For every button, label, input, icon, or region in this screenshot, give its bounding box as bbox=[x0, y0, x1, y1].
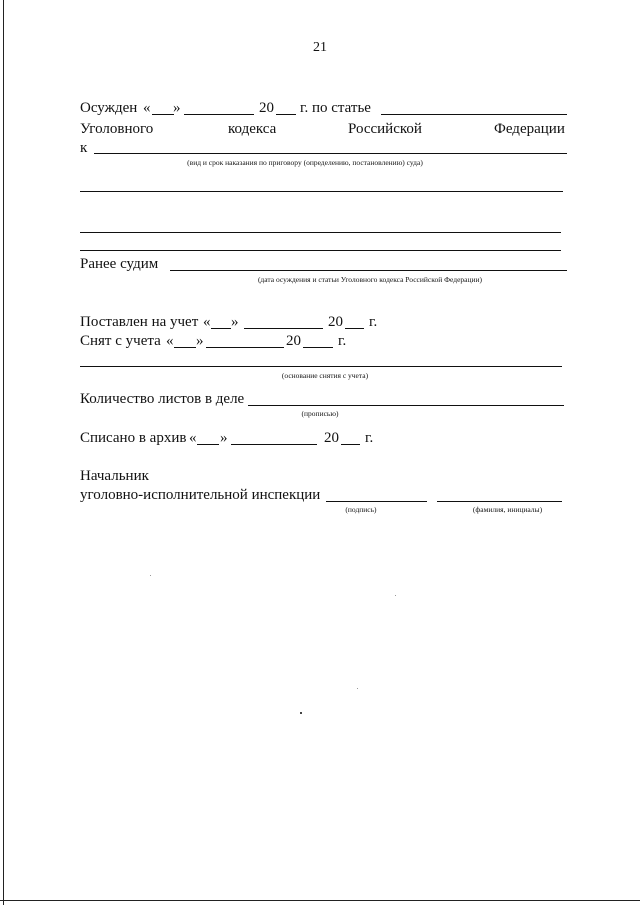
removed-month-field[interactable] bbox=[206, 347, 284, 348]
sentence-caption: (вид и срок наказания по приговору (определению, постановлению) суда) bbox=[187, 158, 423, 167]
archived-year-suffix: г. bbox=[365, 430, 374, 446]
registered-year-suffix: г. bbox=[369, 314, 378, 330]
archived-month-field[interactable] bbox=[231, 444, 317, 445]
convicted-month-field[interactable] bbox=[184, 114, 254, 115]
registered-day-field[interactable] bbox=[211, 328, 231, 329]
archived-quote-open: « bbox=[189, 430, 197, 446]
removed-quote-open: « bbox=[166, 333, 174, 349]
scan-speck bbox=[300, 712, 302, 714]
archived-quote-close: » bbox=[220, 430, 228, 446]
blank-line-3[interactable] bbox=[80, 250, 561, 251]
scan-speck bbox=[150, 575, 151, 576]
removed-basis-caption: (основание снятия с учета) bbox=[281, 371, 369, 380]
archived-year-field[interactable] bbox=[341, 444, 360, 445]
signature-caption: (подпись) bbox=[345, 505, 377, 514]
k-label: к bbox=[80, 140, 88, 156]
registered-quote-open: « bbox=[203, 314, 211, 330]
removed-basis-field[interactable] bbox=[80, 366, 562, 367]
page-number: 21 bbox=[313, 40, 327, 55]
archived-year-prefix: 20 bbox=[324, 430, 339, 446]
convicted-article-field[interactable] bbox=[381, 114, 567, 115]
archived-label: Списано в архив bbox=[80, 430, 187, 446]
chief-org: уголовно-исполнительной инспекции bbox=[80, 487, 321, 503]
removed-year-prefix: 20 bbox=[286, 333, 301, 349]
removed-year-suffix: г. bbox=[338, 333, 347, 349]
previously-caption: (дата осуждения и статьи Уголовного кодекса Российской Федерации) bbox=[257, 275, 483, 284]
convicted-year-prefix: 20 bbox=[259, 100, 274, 116]
code-word-4: Федерации bbox=[494, 121, 565, 137]
archived-day-field[interactable] bbox=[197, 444, 219, 445]
registered-quote-close: » bbox=[231, 314, 239, 330]
convicted-article-label: г. по статье bbox=[300, 100, 371, 116]
convicted-label: Осужден bbox=[80, 100, 138, 116]
previously-field[interactable] bbox=[170, 270, 567, 271]
convicted-day-field[interactable] bbox=[152, 114, 174, 115]
scan-speck bbox=[357, 688, 358, 689]
scan-border-left bbox=[3, 0, 4, 905]
code-word-1: Уголовного bbox=[80, 121, 154, 137]
convicted-year-field[interactable] bbox=[276, 114, 296, 115]
sheets-label: Количество листов в деле bbox=[80, 391, 245, 407]
sheets-caption: (прописью) bbox=[301, 409, 339, 418]
scan-speck bbox=[395, 595, 396, 596]
convicted-quote-open: « bbox=[143, 100, 151, 116]
blank-line-1[interactable] bbox=[80, 191, 563, 192]
removed-day-field[interactable] bbox=[174, 347, 196, 348]
removed-quote-close: » bbox=[196, 333, 204, 349]
scan-border-bottom bbox=[0, 900, 640, 901]
convicted-quote-close: » bbox=[173, 100, 181, 116]
removed-year-field[interactable] bbox=[303, 347, 333, 348]
registered-month-field[interactable] bbox=[244, 328, 323, 329]
blank-line-2[interactable] bbox=[80, 232, 561, 233]
registered-year-field[interactable] bbox=[345, 328, 364, 329]
previously-label: Ранее судим bbox=[80, 256, 159, 272]
code-word-2: кодекса bbox=[228, 121, 277, 137]
sheets-field[interactable] bbox=[248, 405, 564, 406]
name-initials-field[interactable] bbox=[437, 501, 562, 502]
chief-title: Начальник bbox=[80, 468, 149, 484]
sentence-field[interactable] bbox=[94, 153, 567, 154]
code-word-3: Российской bbox=[348, 121, 422, 137]
removed-label: Снят с учета bbox=[80, 333, 161, 349]
registered-label: Поставлен на учет bbox=[80, 314, 199, 330]
name-initials-caption: (фамилия, инициалы) bbox=[472, 505, 543, 514]
registered-year-prefix: 20 bbox=[328, 314, 343, 330]
signature-field[interactable] bbox=[326, 501, 427, 502]
